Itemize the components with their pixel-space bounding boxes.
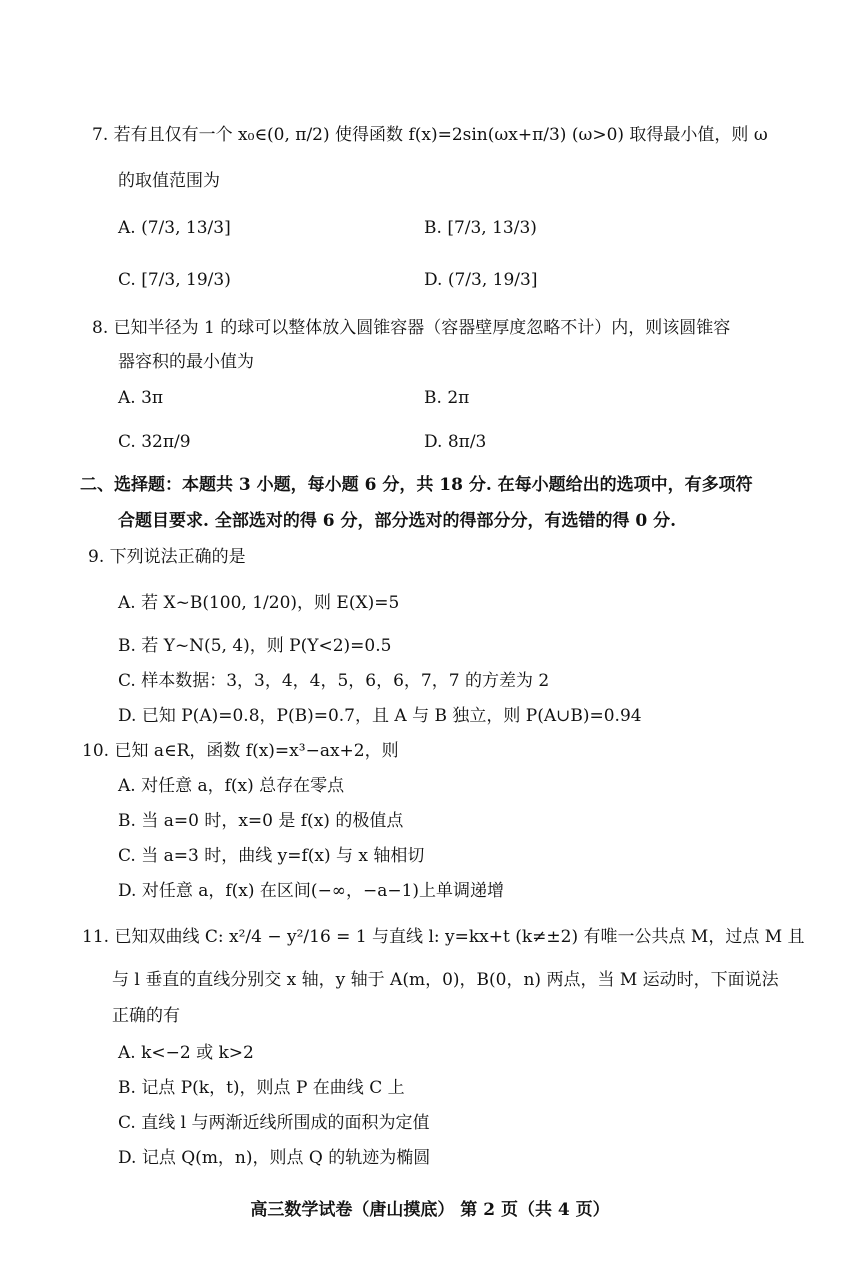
option-label: B.	[424, 388, 442, 408]
option-label: C.	[118, 846, 136, 866]
q9-option-a	[118, 593, 399, 613]
q7-stem-line1	[92, 125, 768, 145]
q8-number: 8.	[92, 318, 109, 338]
option-text: 样本数据：3，3，4，4，5，6，6，7，7 的方差为 2	[141, 671, 550, 691]
page-footer: 高三数学试卷（唐山摸底） 第 2 页（共 4 页）	[250, 1200, 610, 1220]
q9-option-b	[118, 636, 391, 656]
option-label: D.	[424, 270, 443, 290]
q9-stem	[88, 547, 246, 567]
q11-stem-line2: 与 l 垂直的直线分别交 x 轴，y 轴于 A(m，0)，B(0，n) 两点，当 M 运动时，下面说法	[112, 970, 779, 990]
q11-option-a	[118, 1043, 254, 1063]
q11-option-b	[118, 1078, 405, 1098]
option-text: [7/3, 13/3)	[447, 218, 537, 238]
q8-option-c	[118, 432, 191, 452]
section2-heading-line1: 二、选择题：本题共 3 小题，每小题 6 分，共 18 分. 在每小题给出的选项中，有多项符	[80, 475, 753, 495]
q10-option-a	[118, 776, 344, 796]
q11-stem-text1: 已知双曲线 C: x²/4 − y²/16 = 1 与直线 l: y=kx+t (k≠±2) 有唯一公共点 M，过点 M 且	[114, 927, 805, 947]
q11-option-c	[118, 1113, 429, 1133]
q10-option-c	[118, 846, 424, 866]
q8-stem-line2: 器容积的最小值为	[118, 352, 254, 372]
option-label: A.	[118, 776, 136, 796]
q8-stem-line1	[92, 318, 730, 338]
q11-stem-line3: 正确的有	[112, 1006, 180, 1026]
q7-option-d	[424, 270, 537, 290]
q11-option-d	[118, 1148, 430, 1168]
option-label: D.	[118, 1148, 137, 1168]
option-text: 直线 l 与两渐近线所围成的面积为定值	[141, 1113, 430, 1133]
option-text: 3π	[141, 388, 164, 408]
option-label: A.	[118, 218, 136, 238]
q9-option-c	[118, 671, 549, 691]
q8-option-a	[118, 388, 163, 408]
option-text: 2π	[447, 388, 470, 408]
option-text: 对任意 a，f(x) 在区间(−∞，−a−1)上单调递增	[141, 881, 505, 901]
q8-option-d	[424, 432, 486, 452]
q11-stem-line1	[82, 927, 805, 947]
q9-option-d	[118, 706, 642, 726]
q10-number: 10.	[82, 741, 110, 761]
option-text: [7/3, 19/3)	[141, 270, 231, 290]
option-label: C.	[118, 671, 136, 691]
q7-option-c	[118, 270, 231, 290]
q9-stem-text: 下列说法正确的是	[109, 547, 246, 567]
option-text: 对任意 a，f(x) 总存在零点	[141, 776, 345, 796]
option-label: A.	[118, 388, 136, 408]
section2-heading-line2: 合题目要求. 全部选对的得 6 分，部分选对的得部分分，有选错的得 0 分.	[118, 511, 677, 531]
option-text: 若 Y~N(5, 4)，则 P(Y<2)=0.5	[141, 636, 392, 656]
q7-stem-text1: 若有且仅有一个 x₀∈(0, π/2) 使得函数 f(x)=2sin(ωx+π/3) (ω>0) 取得最小值，则 ω	[113, 125, 768, 145]
option-text: 32π/9	[141, 432, 191, 452]
q7-number: 7.	[92, 125, 109, 145]
option-label: C.	[118, 1113, 136, 1133]
option-text: 当 a=3 时，曲线 y=f(x) 与 x 轴相切	[141, 846, 425, 866]
option-text: 8π/3	[447, 432, 487, 452]
option-text: 记点 P(k，t)，则点 P 在曲线 C 上	[141, 1078, 405, 1098]
option-label: A.	[118, 1043, 136, 1063]
q11-number: 11.	[82, 927, 110, 947]
option-label: B.	[118, 636, 136, 656]
option-text: (7/3, 13/3]	[141, 218, 231, 238]
option-text: 已知 P(A)=0.8，P(B)=0.7，且 A 与 B 独立，则 P(A∪B)=0.94	[141, 706, 642, 726]
q8-option-b	[424, 388, 469, 408]
option-label: D.	[118, 881, 137, 901]
option-label: C.	[118, 270, 136, 290]
q8-stem-text1: 已知半径为 1 的球可以整体放入圆锥容器（容器壁厚度忽略不计）内，则该圆锥容	[113, 318, 731, 338]
q10-stem-text: 已知 a∈R，函数 f(x)=x³−ax+2，则	[114, 741, 399, 761]
q7-stem-line2: 的取值范围为	[118, 171, 220, 191]
option-text: 记点 Q(m，n)，则点 Q 的轨迹为椭圆	[141, 1148, 431, 1168]
option-text: 若 X~B(100, 1/20)，则 E(X)=5	[141, 593, 400, 613]
option-label: D.	[118, 706, 137, 726]
option-label: B.	[118, 1078, 136, 1098]
option-text: 当 a=0 时，x=0 是 f(x) 的极值点	[141, 811, 404, 831]
option-label: D.	[424, 432, 443, 452]
option-label: A.	[118, 593, 136, 613]
option-text: (7/3, 19/3]	[447, 270, 538, 290]
q10-option-d	[118, 881, 504, 901]
q7-option-a	[118, 218, 231, 238]
q7-option-b	[424, 218, 537, 238]
option-text: k<−2 或 k>2	[141, 1043, 254, 1063]
option-label: B.	[424, 218, 442, 238]
option-label: B.	[118, 811, 136, 831]
q9-number: 9.	[88, 547, 105, 567]
option-label: C.	[118, 432, 136, 452]
q10-stem	[82, 741, 399, 761]
q10-option-b	[118, 811, 403, 831]
